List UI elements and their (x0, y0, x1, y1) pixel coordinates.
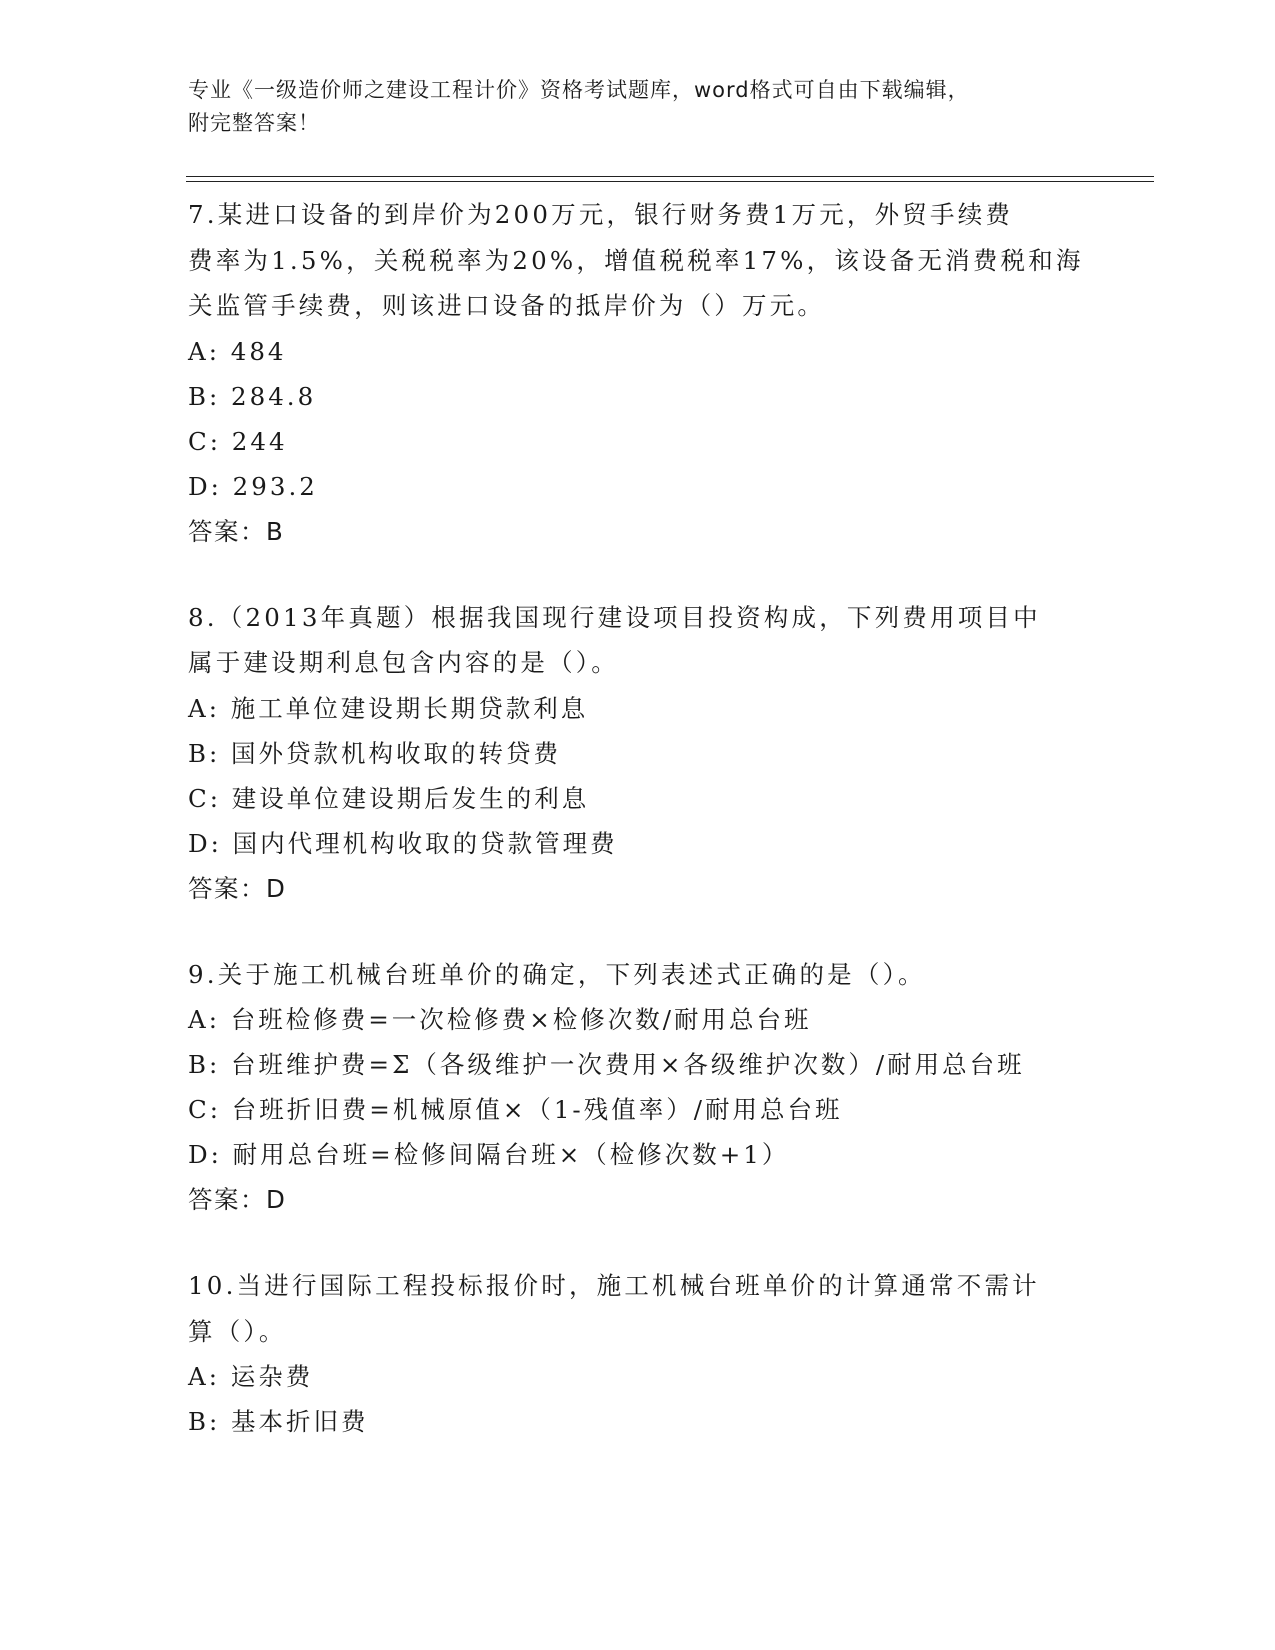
option-a: A: 台班检修费=一次检修费×检修次数/耐用总台班 (188, 1005, 812, 1034)
header-divider-top (186, 176, 1154, 177)
question-10 (188, 1263, 1088, 1444)
header-line-2: 附完整答案！ (188, 111, 320, 135)
question-text-line: 属于建设期利息包含内容的是（）。 (188, 648, 619, 677)
option-d: D: 耐用总台班=检修间隔台班×（检修次数+1） (188, 1140, 790, 1169)
option-c: C: 建设单位建设期后发生的利息 (188, 783, 590, 813)
answer-line: 答案：D (188, 1185, 287, 1214)
question-list (188, 188, 1088, 1485)
question-8 (188, 595, 1088, 911)
option-c: C: 台班折旧费=机械原值×（1-残值率）/耐用总台班 (188, 1095, 843, 1124)
option-d: D: 国内代理机构收取的贷款管理费 (188, 828, 618, 858)
option-b: B: 基本折旧费 (188, 1407, 369, 1436)
question-9 (188, 952, 1088, 1223)
question-7 (188, 192, 1088, 554)
option-list (188, 686, 1088, 866)
header-line-1: 专业《一级造价师之建设工程计价》资格考试题库，word格式可自由下载编辑， (188, 78, 970, 102)
question-text-line: 费率为1.5%，关税税率为20%，增值税税率17%，该设备无消费税和海 (188, 245, 1084, 275)
document-header (188, 74, 1068, 140)
option-d: D: 293.2 (188, 471, 318, 501)
option-b: B: 台班维护费=Σ（各级维护一次费用×各级维护次数）/耐用总台班 (188, 1050, 1025, 1079)
answer-line: 答案：B (188, 516, 285, 546)
option-a: A: 运杂费 (188, 1362, 314, 1391)
option-c: C: 244 (188, 426, 288, 456)
question-text-line: 9.关于施工机械台班单价的确定，下列表述式正确的是（）。 (188, 959, 926, 989)
option-a: A: 施工单位建设期长期贷款利息 (188, 693, 589, 723)
question-text-line: 7.某进口设备的到岸价为200万元，银行财务费1万元，外贸手续费 (188, 200, 1014, 229)
question-text-line: 算（）。 (188, 1316, 287, 1346)
option-b: B: 284.8 (188, 381, 317, 411)
question-text-line: 关监管手续费，则该进口设备的抵岸价为（）万元。 (188, 291, 826, 320)
option-b: B: 国外贷款机构收取的转贷费 (188, 738, 562, 768)
header-divider-bottom (186, 181, 1154, 182)
option-list (188, 1354, 1088, 1444)
answer-line: 答案：D (188, 873, 287, 903)
option-a: A: 484 (188, 336, 287, 366)
option-list (188, 997, 1088, 1177)
question-text-line: 10.当进行国际工程投标报价时，施工机械台班单价的计算通常不需计 (188, 1271, 1040, 1300)
option-list (188, 329, 1088, 509)
question-text-line: 8.（2013年真题）根据我国现行建设项目投资构成，下列费用项目中 (188, 602, 1041, 632)
